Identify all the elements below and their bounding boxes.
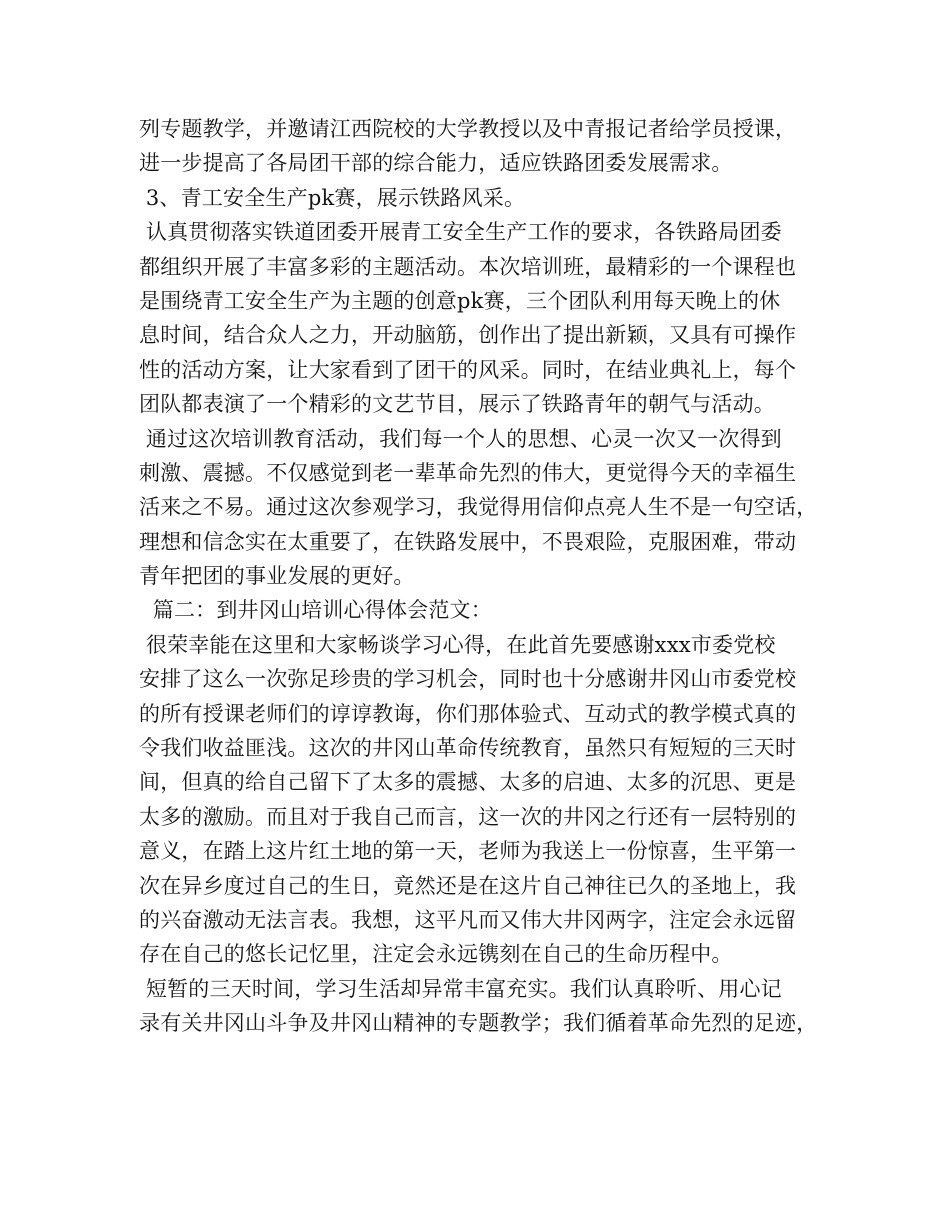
article-heading: 篇二：到井冈山培训心得体会范文：: [139, 598, 492, 623]
text-line: 录有关井冈山斗争及井冈山精神的专题教学；我们循着革命先烈的足迹，: [139, 1011, 818, 1036]
text-line: 存在自己的悠长记忆里，注定会永远镌刻在自己的生命历程中。: [139, 942, 733, 967]
document-body: [139, 112, 839, 1041]
text-line: 进一步提高了各局团干部的综合能力，适应铁路团委发展需求。: [139, 151, 733, 176]
text-line: 令我们收益匪浅。这次的井冈山革命传统教育，虽然只有短短的三天时: [139, 736, 797, 761]
text-line: 安排了这么一次弥足珍贵的学习机会，同时也十分感谢井冈山市委党校: [139, 667, 797, 692]
text-line: 理想和信念实在太重要了，在铁路发展中，不畏艰险，克服困难，带动: [139, 529, 797, 554]
text-line: 都组织开展了丰富多彩的主题活动。本次培训班，最精彩的一个课程也: [139, 254, 797, 279]
text-line: 青年把团的事业发展的更好。: [139, 564, 415, 589]
text-line: 列专题教学，并邀请江西院校的大学教授以及中青报记者给学员授课，: [139, 117, 797, 141]
text-line: 间，但真的给自己留下了太多的震撼、太多的启迪、太多的沉思、更是: [139, 770, 797, 795]
text-line: 的所有授课老师们的谆谆教诲，你们那体验式、互动式的教学模式真的: [139, 701, 797, 726]
text-line: 息时间，结合众人之力，开动脑筋，创作出了提出新颖，又具有可操作: [139, 323, 797, 348]
text-line: 太多的激励。而且对于我自己而言，这一次的井冈之行还有一层特别的: [139, 804, 797, 829]
text-line: 的兴奋激动无法言表。我想，这平凡而又伟大井冈两字，注定会永远留: [139, 907, 797, 932]
text-line: 意义，在踏上这片红土地的第一天，老师为我送上一份惊喜，生平第一: [139, 839, 797, 864]
text-line: 是围绕青工安全生产为主题的创意pk赛，三个团队利用每天晚上的休: [139, 288, 781, 313]
text-line: 很荣幸能在这里和大家畅谈学习心得，在此首先要感谢xxx市委党校: [139, 632, 776, 657]
text-line: 通过这次培训教育活动，我们每一个人的思想、心灵一次又一次得到: [139, 426, 782, 451]
section-heading: 3、青工安全生产pk赛，展示铁路风采。: [139, 185, 526, 210]
text-line: 短暂的三天时间，学习生活却异常丰富充实。我们认真聆听、用心记: [139, 976, 782, 1001]
text-line: 认真贯彻落实铁道团委开展青工安全生产工作的要求，各铁路局团委: [139, 220, 782, 245]
text-line: 团队都表演了一个精彩的文艺节目，展示了铁路青年的朝气与活动。: [139, 392, 775, 417]
text-line: 刺激、震撼。不仅感觉到老一辈革命先烈的伟大，更觉得今天的幸福生: [139, 460, 797, 485]
text-line: 性的活动方案，让大家看到了团干的风采。同时，在结业典礼上，每个: [139, 357, 797, 382]
text-line: 次在异乡度过自己的生日，竟然还是在这片自己神往已久的圣地上，我: [139, 873, 797, 898]
text-line: 活来之不易。通过这次参观学习，我觉得用信仰点亮人生不是一句空话，: [139, 495, 818, 520]
